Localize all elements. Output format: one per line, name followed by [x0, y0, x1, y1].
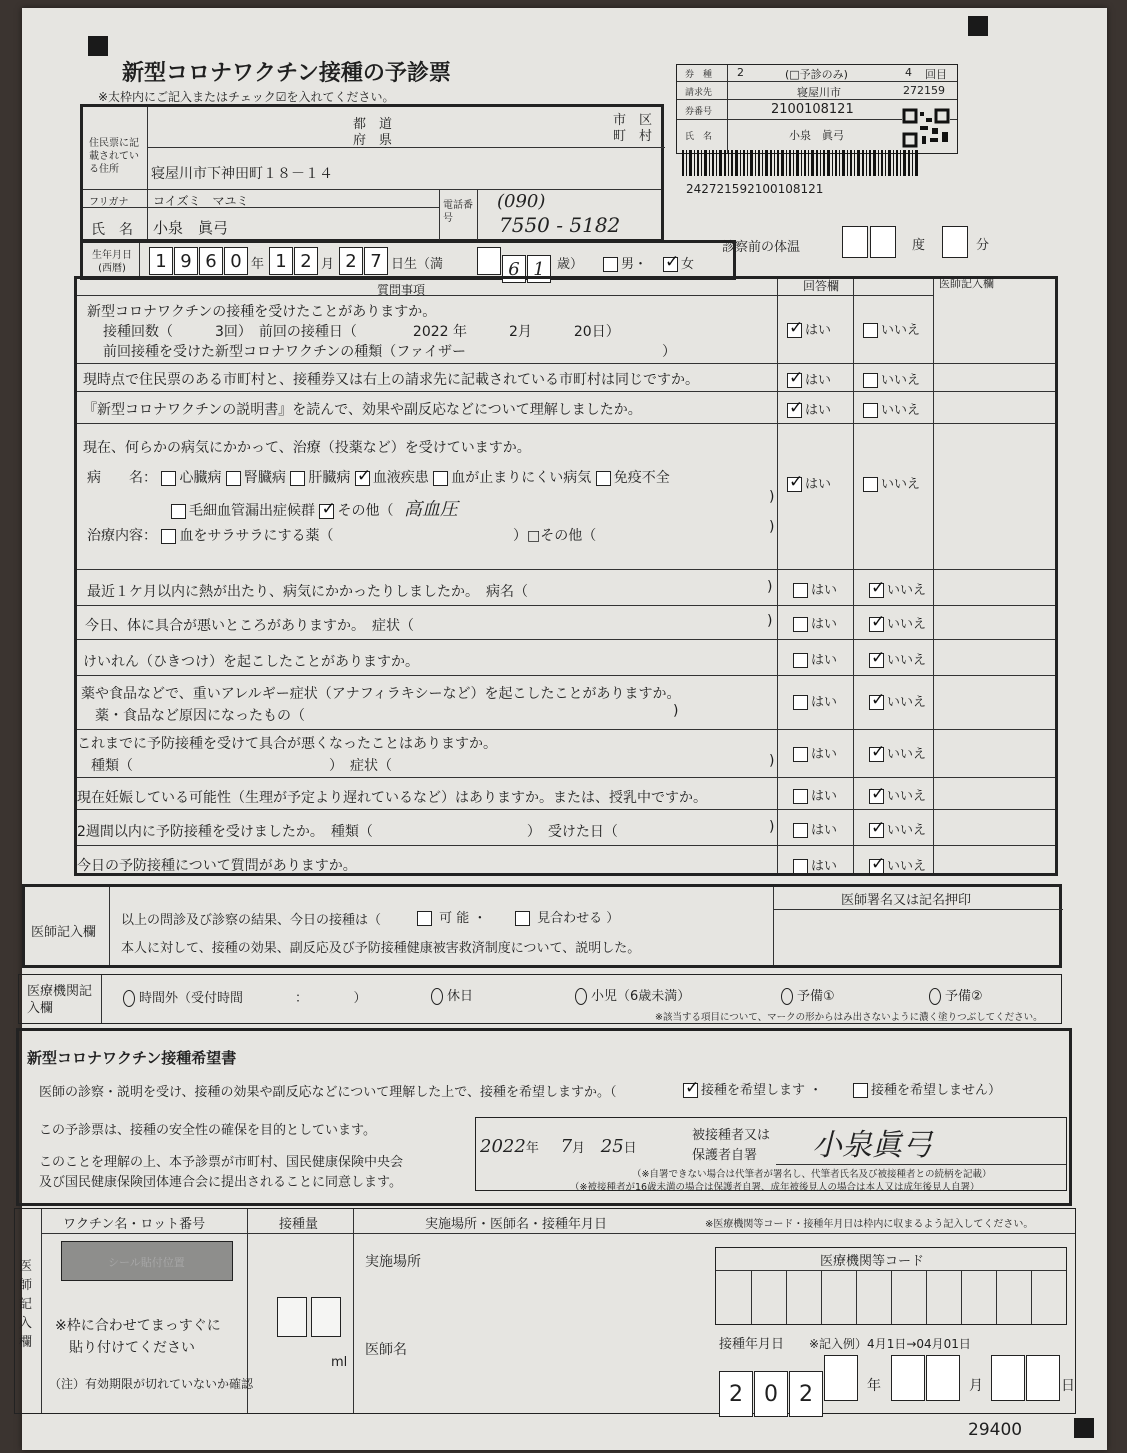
holiday-option[interactable]: 休日	[431, 985, 473, 1005]
birth-year-field[interactable]: 1 9 6 0	[149, 247, 249, 275]
alignment-mark	[968, 16, 988, 36]
bottom-record-section: 医師記入欄 ワクチン名・ロット番号 接種量 実施場所・医師名・接種年月日 ※医療機関等コード・接種年月日は枠内に収まるよう記入してください。 シール貼付位置 ※枠に合わせてまっすぐに 貼り付けてください （注）有効期限が切れていないか確認 ml 実施場所 医師名 医療機関等コード 接種年月日 ※記入例）4月1日→04月01日 2 0 2 年 月 日	[14, 1208, 1076, 1414]
vaccination-day-field[interactable]	[991, 1355, 1061, 1405]
age-field[interactable]: 6 1	[477, 247, 552, 283]
q12-no[interactable]: ✓ いいえ	[869, 855, 926, 874]
doctor-header: 医師記入欄	[939, 277, 994, 290]
phone-number-field[interactable]: 7550 - 5182	[499, 213, 621, 237]
q2-no[interactable]: いいえ	[863, 369, 920, 388]
form-number: 29400	[968, 1420, 1023, 1440]
q4-heart[interactable]: 心臓病	[161, 470, 221, 486]
q4-liver[interactable]: 肝臓病	[290, 470, 350, 486]
voucher-box: 券 種 2 (□予診のみ) 4 回目 請求先 寝屋川市 272159 券番号 2100108121 氏 名 小泉 眞弓	[676, 64, 958, 154]
bottom-side-label: 医師記入欄	[19, 1259, 33, 1350]
doctor-postpone-option[interactable]: 見合わせる ）	[515, 907, 619, 926]
vaccination-form: 新型コロナワクチン接種の予診票 ※太枠内にご記入またはチェック☑を入れてください。 券 種 2 (□予診のみ) 4 回目 請求先 寝屋川市 272159 券番号 2100108121 氏 名 小泉 眞弓 242721592100108121 住民票に記載されている住所 都 道 府 県 市 区 町 村 寝屋川市下神田町１８－１４ フリガナ コイズミ マユミ 氏 名 小泉 眞弓 電話番号 (090) 7550 - 5182 生年月日(西暦) 1 9 6 0 年 1 2 月 2 7 日生（満 6 1 歳） 男・ ✓ 女 診察前の体温 度 分 質問事項 回答欄 医師記入欄 新型コロナワクチンの接種を受けたことがありますか。 接種回数（ 3回） 前回の接種日（ 2022 年 2月 20日） 前回接種を受けた新型コロナワクチンの種類（ファイザー ） ✓はい いいえ 現時点で住民票のある市町村と、接種券又は右上の請求先に記載されている市町村は同じですか。 ✓ はい いいえ 『新型コロナワクチンの説明書』を読んで、効果や副反応などについて理解しましたか。 ✓ はい いいえ 現在、何らかの病気にかかって、治療（投薬など）を受けていますか。 病 名： 心臓病 腎臓病 肝臓病 ✓ 血液疾患 血が止まりにくい病気 免疫不全 毛細血管漏出症候群 ✓ その他（ 高血圧 ) 治療内容： 血をサラサラにする薬（ ）□その他（ ) ✓はい いいえ 最近１ケ月以内に熱が出たり、病気にかかったりしましたか。 病名（ ) はい ✓ いいえ 今日、体に具合が悪いところがありますか。 症状（ ) はい ✓ いいえ けいれん（ひきつけ）を起こしたことがありますか。 はい ✓ いいえ 薬や食品などで、重いアレルギー症状（アナフィラキシーなど）を起こしたことがありますか。 薬・食品など原因になったもの（ ) はい ✓ いいえ これまでに予防接種を受けて具合が悪くなったことはありますか。 種類（ ） 症状（ ) はい ✓ いいえ 現在妊娠している可能性（生理が予定より遅れているなど）はありますか。または、授乳中ですか。 はい ✓ いいえ 2週間以内に予防接種を受けましたか。 種類（ ） 受けた日（ ) はい ✓ いいえ 今日の予防接種について質問がありますか。 はい ✓ いいえ 医師記入欄 以上の問診及び診察の結果、今日の接種は（ 可 能 ・ 見合わせる ） 本人に対して、接種の効果、副反応及び予防接種健康被害救済制度について、説明した。 医師署名又は記名押印 医療機関記入欄 時間外（受付時間 ： ） 休日 小児（6歳未満） 予備① 予備② ※該当する項目について、マークの形からはみ出さないように濃く塗りつぶしてください。 新型コロナワクチン接種希望書 医師の診察・説明を受け、接種の効果や副反応などについて理解した上で、接種を希望しますか。（ ✓ 接種を希望します ・ 接種を希望しません） この予診票は、接種の安全性の確保を目的としています。 このことを理解の上、本予診票が市町村、国民健康保険中央会 及び国民健康保険団体連合会に提出されることに同意します。 2022年 7月 25日 被接種者又は 保護者自署 小泉眞弓 （※自署できない場合は代筆者が署名し、代筆者氏名及び被接種者との続柄を記載） （※被接種者が16歳未満の場合は保護者自署、成年被後見人の場合は本人又は成年後見人自署） 医師記入欄 ワクチン名・ロット番号 接種量 実施場所・医師名・接種年月日 ※医療機関等コード・接種年月日は枠内に収まるよう記入してください。 シール貼付位置 ※枠に合わせてまっすぐに 貼り付けてください （注）有効期限が切れていないか確認 ml 実施場所 医師名 医療機関等コード 接種年月日 ※記入例）4月1日→04月01日 2 0 2 年 月 日 29400	[22, 8, 1107, 1450]
billing-city: 寝屋川市	[797, 86, 841, 99]
child-option[interactable]: 小児（6歳未満）	[575, 985, 690, 1005]
q4-treat-anticoagulant[interactable]: 血をサラサラにする薬（	[161, 528, 333, 544]
vaccination-year-field[interactable]: 2 0 2	[719, 1355, 859, 1417]
dose-digit-1[interactable]	[277, 1297, 307, 1337]
voucher-number: 2100108121	[771, 102, 854, 117]
q3-no[interactable]: いいえ	[863, 399, 920, 418]
q6-no[interactable]: ✓ いいえ	[869, 613, 926, 632]
q10-no[interactable]: ✓ いいえ	[869, 785, 926, 804]
q4-immune[interactable]: 免疫不全	[596, 470, 670, 486]
temperature-deg-field[interactable]	[842, 226, 868, 258]
sex-male-option[interactable]: 男・	[603, 253, 647, 272]
q7-no[interactable]: ✓ いいえ	[869, 649, 926, 668]
q3-yes[interactable]: ✓ はい	[787, 399, 831, 418]
q9-yes[interactable]: はい	[793, 743, 837, 762]
temperature-deg-field-2[interactable]	[870, 226, 896, 258]
consent-title: 新型コロナワクチン接種希望書	[27, 1049, 237, 1067]
place-label: 実施場所	[365, 1254, 421, 1270]
q4-yes[interactable]: ✓はい	[787, 473, 831, 492]
billing-code: 272159	[903, 84, 945, 97]
consent-section: 新型コロナワクチン接種希望書 医師の診察・説明を受け、接種の効果や副反応などについて理解した上で、接種を希望しますか。（ ✓ 接種を希望します ・ 接種を希望しません） この予診票は、接種の安全性の確保を目的としています。 このことを理解の上、本予診票が市町村、国民健康保険中央会 及び国民健康保険団体連合会に提出されることに同意します。 2022年 7月 25日 被接種者又は 保護者自署 小泉眞弓 （※自署できない場合は代筆者が署名し、代筆者氏名及び被接種者との続柄を記載） （※被接種者が16歳未満の場合は保護者自署、成年被後見人の場合は本人又は成年後見人自署）	[16, 1028, 1072, 1206]
sex-female-option[interactable]: ✓ 女	[663, 253, 694, 272]
barcode-number: 242721592100108121	[686, 182, 824, 196]
doctor-section: 医師記入欄 以上の問診及び診察の結果、今日の接種は（ 可 能 ・ 見合わせる ） 本人に対して、接種の効果、副反応及び予防接種健康被害救済制度について、説明した。 医師署名又は記名押印	[22, 884, 1062, 968]
q4-no[interactable]: いいえ	[863, 473, 920, 492]
q11-yes[interactable]: はい	[793, 819, 837, 838]
alignment-mark	[1074, 1418, 1094, 1438]
alignment-mark	[88, 36, 108, 56]
birth-row: 生年月日(西暦) 1 9 6 0 年 1 2 月 2 7 日生（満 6 1 歳） 男・ ✓ 女	[80, 240, 736, 280]
qr-code-icon	[902, 108, 950, 148]
consent-date[interactable]: 2022年 7月 25日	[480, 1136, 637, 1157]
temperature-label: 診察前の体温	[722, 240, 801, 255]
institution-row: 医療機関記入欄 時間外（受付時間 ： ） 休日 小児（6歳未満） 予備① 予備② ※該当する項目について、マークの形からはみ出さないように濃く塗りつぶしてください。	[18, 974, 1062, 1024]
dose-digit-2[interactable]	[311, 1297, 341, 1337]
q4-other[interactable]: ✓ その他（	[319, 503, 393, 519]
phone-area-field[interactable]: (090)	[497, 191, 546, 212]
q5-yes[interactable]: はい	[793, 579, 837, 598]
doctor-possible-option[interactable]: 可 能 ・	[417, 907, 486, 926]
answer-header: 回答欄	[803, 279, 840, 293]
q9-no[interactable]: ✓ いいえ	[869, 743, 926, 762]
personal-info-box: 住民票に記載されている住所 都 道 府 県 市 区 町 村 寝屋川市下神田町１８－１４ フリガナ コイズミ マユミ 氏 名 小泉 眞弓 電話番号 (090) 7550 - 5182	[80, 104, 664, 242]
address-value[interactable]: 寝屋川市下神田町１８－１４	[151, 166, 333, 182]
q4-treat-other[interactable]: ）□その他（	[513, 528, 597, 544]
doctor-name-label: 医師名	[365, 1342, 407, 1358]
q2-yes[interactable]: ✓ はい	[787, 369, 831, 388]
name-field[interactable]: 小泉 眞弓	[153, 219, 229, 237]
q4-kidney[interactable]: 腎臓病	[226, 470, 286, 486]
institution-code-box[interactable]: 医療機関等コード	[715, 1247, 1067, 1325]
q4-disease-row-2	[171, 495, 458, 521]
voucher-name: 小泉 眞弓	[789, 129, 844, 142]
consent-signature[interactable]: 小泉眞弓	[812, 1128, 932, 1163]
birth-day-field[interactable]: 2 7	[339, 247, 389, 275]
q4-disease-row: 病 名： 心臓病 腎臓病 肝臓病 ✓ 血液疾患 血が止まりにくい病気 免疫不全	[87, 467, 670, 487]
q4-capillary[interactable]: 毛細血管漏出症候群	[171, 503, 315, 519]
q12-yes[interactable]: はい	[793, 855, 837, 874]
address-label: 住民票に記載されている住所	[89, 138, 139, 175]
q4-blood[interactable]: ✓ 血液疾患	[355, 470, 429, 486]
reserve-2-option[interactable]: 予備②	[929, 985, 983, 1005]
q5-no[interactable]: ✓ いいえ	[869, 579, 926, 598]
q4-treatment-row: 治療内容： 血をサラサラにする薬（	[87, 528, 334, 544]
furigana-field[interactable]: コイズミ マユミ	[153, 194, 249, 208]
questionnaire-table: 質問事項 回答欄 医師記入欄 新型コロナワクチンの接種を受けたことがありますか。 接種回数（ 3回） 前回の接種日（ 2022 年 2月 20日） 前回接種を受けた新型コロナワクチンの種類（ファイザー ） ✓はい いいえ 現時点で住民票のある市町村と、接種券又は右上の請求先に記載されている市町村は同じですか。 ✓ はい いいえ 『新型コロナワクチンの説明書』を読んで、効果や副反応などについて理解しましたか。 ✓ はい いいえ 現在、何らかの病気にかかって、治療（投薬など）を受けていますか。 病 名： 心臓病 腎臓病 肝臓病 ✓ 血液疾患 血が止まりにくい病気 免疫不全 毛細血管漏出症候群 ✓ その他（ 高血圧 ) 治療内容： 血をサラサラにする薬（ ）□その他（ ) ✓はい いいえ 最近１ケ月以内に熱が出たり、病気にかかったりしましたか。 病名（ ) はい ✓ いいえ 今日、体に具合が悪いところがありますか。 症状（ ) はい ✓ いいえ けいれん（ひきつけ）を起こしたことがありますか。 はい ✓ いいえ 薬や食品などで、重いアレルギー症状（アナフィラキシーなど）を起こしたことがありますか。 薬・食品など原因になったもの（ ) はい ✓ いいえ これまでに予防接種を受けて具合が悪くなったことはありますか。 種類（ ） 症状（ ) はい ✓ いいえ 現在妊娠している可能性（生理が予定より遅れているなど）はありますか。または、授乳中ですか。 はい ✓ いいえ 2週間以内に予防接種を受けましたか。 種類（ ） 受けた日（ ) はい ✓ いいえ 今日の予防接種について質問がありますか。 はい ✓ いいえ	[74, 276, 1058, 876]
q4-bleeding[interactable]: 血が止まりにくい病気	[433, 470, 591, 486]
doctor-signature-label: 医師署名又は記名押印	[841, 893, 972, 908]
after-hours-option[interactable]: 時間外（受付時間 ： ）	[123, 987, 367, 1007]
consent-not-want-option[interactable]: 接種を希望しません）	[853, 1079, 1001, 1098]
sticker-area[interactable]: シール貼付位置	[61, 1241, 233, 1281]
q7-yes[interactable]: はい	[793, 649, 837, 668]
birth-month-field[interactable]: 1 2	[269, 247, 319, 275]
consent-want-option[interactable]: ✓ 接種を希望します ・	[683, 1079, 822, 1098]
form-instruction: ※太枠内にご記入またはチェック☑を入れてください。	[98, 90, 395, 104]
q1-yes[interactable]: ✓はい	[787, 319, 831, 338]
q6-yes[interactable]: はい	[793, 613, 837, 632]
form-title: 新型コロナワクチン接種の予診票	[122, 61, 451, 86]
q4-other-value[interactable]: 高血圧	[403, 499, 458, 520]
q10-yes[interactable]: はい	[793, 785, 837, 804]
consent-sign-box: 2022年 7月 25日 被接種者又は 保護者自署 小泉眞弓 （※自署できない場合は代筆者が署名し、代筆者氏名及び被接種者との続柄を記載） （※被接種者が16歳未満の場合は保護者自署、成年被後見人の場合は本人又は成年後見人自署）	[475, 1117, 1067, 1191]
q8-yes[interactable]: はい	[793, 691, 837, 710]
doctor-section-label: 医師記入欄	[31, 925, 97, 940]
reserve-1-option[interactable]: 予備①	[781, 985, 835, 1005]
temperature-min-field[interactable]	[942, 226, 968, 258]
q8-no[interactable]: ✓ いいえ	[869, 691, 926, 710]
q11-no[interactable]: ✓ いいえ	[869, 819, 926, 838]
vaccination-month-field[interactable]	[891, 1355, 961, 1405]
barcode-icon	[682, 150, 922, 176]
q1-no[interactable]: いいえ	[863, 319, 920, 338]
question-header: 質問事項	[377, 283, 426, 297]
